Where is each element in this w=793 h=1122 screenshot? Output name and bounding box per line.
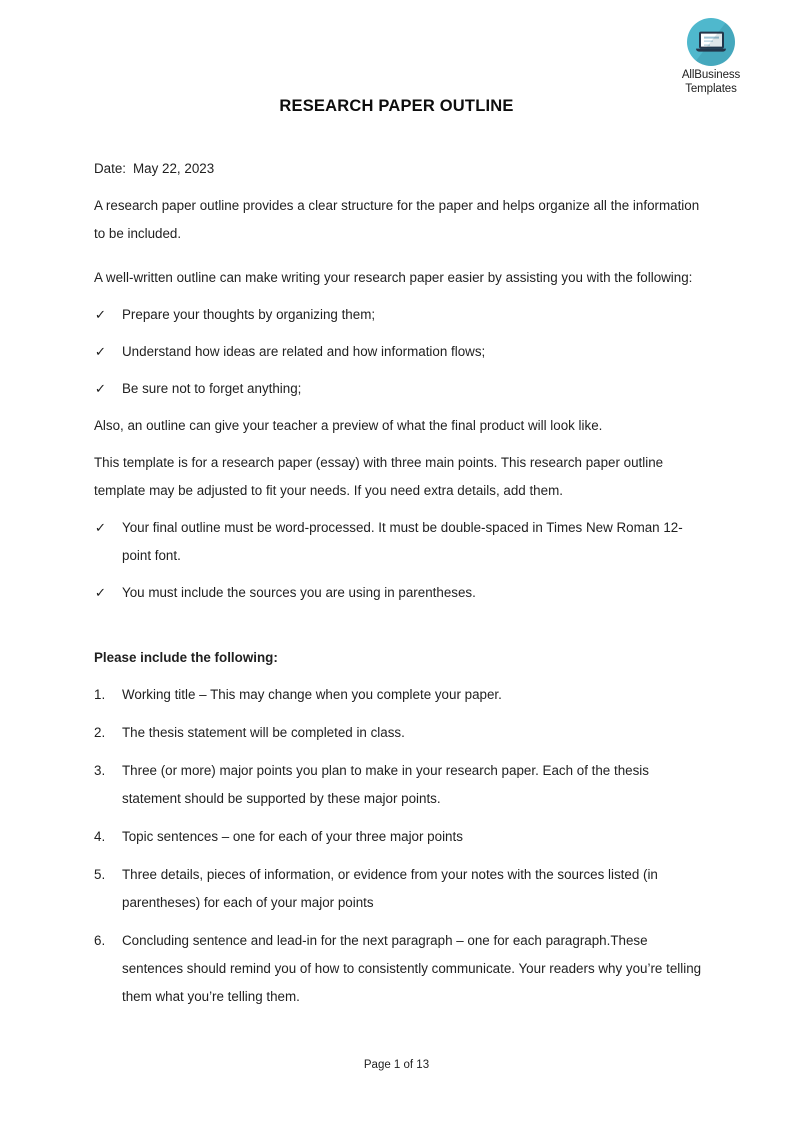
check-icon: ✓	[94, 585, 107, 600]
intro-paragraph: A research paper outline provides a clear structure for the paper and helps organize all the information to be included.	[94, 198, 700, 241]
list-item-text: Be sure not to forget anything;	[122, 381, 302, 396]
document-body	[94, 155, 706, 1021]
requirements-check-list	[94, 514, 706, 607]
include-heading: Please include the following:	[94, 650, 278, 665]
logo-circle	[687, 18, 735, 66]
check-icon: ✓	[94, 344, 107, 359]
list-item-text: Working title – This may change when you complete your paper.	[122, 687, 502, 702]
list-item	[94, 375, 706, 403]
date-value: May 22, 2023	[133, 161, 215, 176]
list-item	[94, 757, 706, 813]
logo-wordmark-line2: Templates	[685, 82, 737, 95]
logo-wordmark	[651, 69, 771, 96]
logo-wordmark-line1: AllBusiness	[681, 69, 741, 81]
list-item	[94, 514, 706, 570]
list-item-text: Three details, pieces of information, or evidence from your notes with the sources listed (in parentheses) for each of your major points	[122, 867, 658, 910]
check-icon: ✓	[94, 381, 107, 396]
list-item	[94, 301, 706, 329]
date-line	[94, 155, 706, 183]
section-spacer	[94, 616, 706, 644]
include-numbered-list	[94, 681, 706, 1011]
page-footer: Page 1 of 13	[363, 1059, 430, 1071]
assist-lead-in: A well-written outline can make writing your research paper easier by assisting you with the following:	[94, 270, 693, 285]
check-icon: ✓	[94, 520, 107, 535]
list-item-number: 2.	[94, 725, 106, 740]
list-item-number: 6.	[94, 933, 106, 948]
list-item-number: 3.	[94, 763, 106, 778]
list-item	[94, 927, 706, 1011]
list-item	[94, 681, 706, 709]
page-title: RESEARCH PAPER OUTLINE	[279, 97, 514, 115]
list-item-number: 5.	[94, 867, 106, 882]
list-item	[94, 579, 706, 607]
check-icon: ✓	[94, 307, 107, 322]
date-label: Date:	[94, 161, 127, 176]
benefits-check-list	[94, 301, 706, 403]
list-item-text: Three (or more) major points you plan to make in your research paper. Each of the thesis statement should be supported by these major points.	[122, 763, 649, 806]
list-item-text: Your final outline must be word-processed. It must be double-spaced in Times New Roman 12-point font.	[122, 520, 683, 563]
list-item	[94, 338, 706, 366]
template-paragraph: This template is for a research paper (essay) with three main points. This research paper outline template may be adjusted to fit your needs. If you need extra details, add them.	[94, 455, 664, 498]
list-item-text: You must include the sources you are using in parentheses.	[122, 585, 476, 600]
list-item-text: Concluding sentence and lead-in for the next paragraph – one for each paragraph.These sentences should remind you of how to consistently communicate. Your readers why you’re telling them what you’re telling them.	[122, 933, 702, 1004]
list-item	[94, 861, 706, 917]
list-item	[94, 823, 706, 851]
logo-shadow-overlay	[687, 18, 735, 66]
list-item-number: 4.	[94, 829, 106, 844]
list-item-text: Prepare your thoughts by organizing them;	[122, 307, 376, 322]
allbusiness-templates-logo	[651, 18, 771, 96]
list-item-text: The thesis statement will be completed in class.	[122, 725, 405, 740]
list-item	[94, 719, 706, 747]
list-item-number: 1.	[94, 687, 106, 702]
list-item-text: Topic sentences – one for each of your three major points	[122, 829, 463, 844]
preview-paragraph: Also, an outline can give your teacher a preview of what the final product will look like.	[94, 418, 603, 433]
list-item-text: Understand how ideas are related and how information flows;	[122, 344, 486, 359]
